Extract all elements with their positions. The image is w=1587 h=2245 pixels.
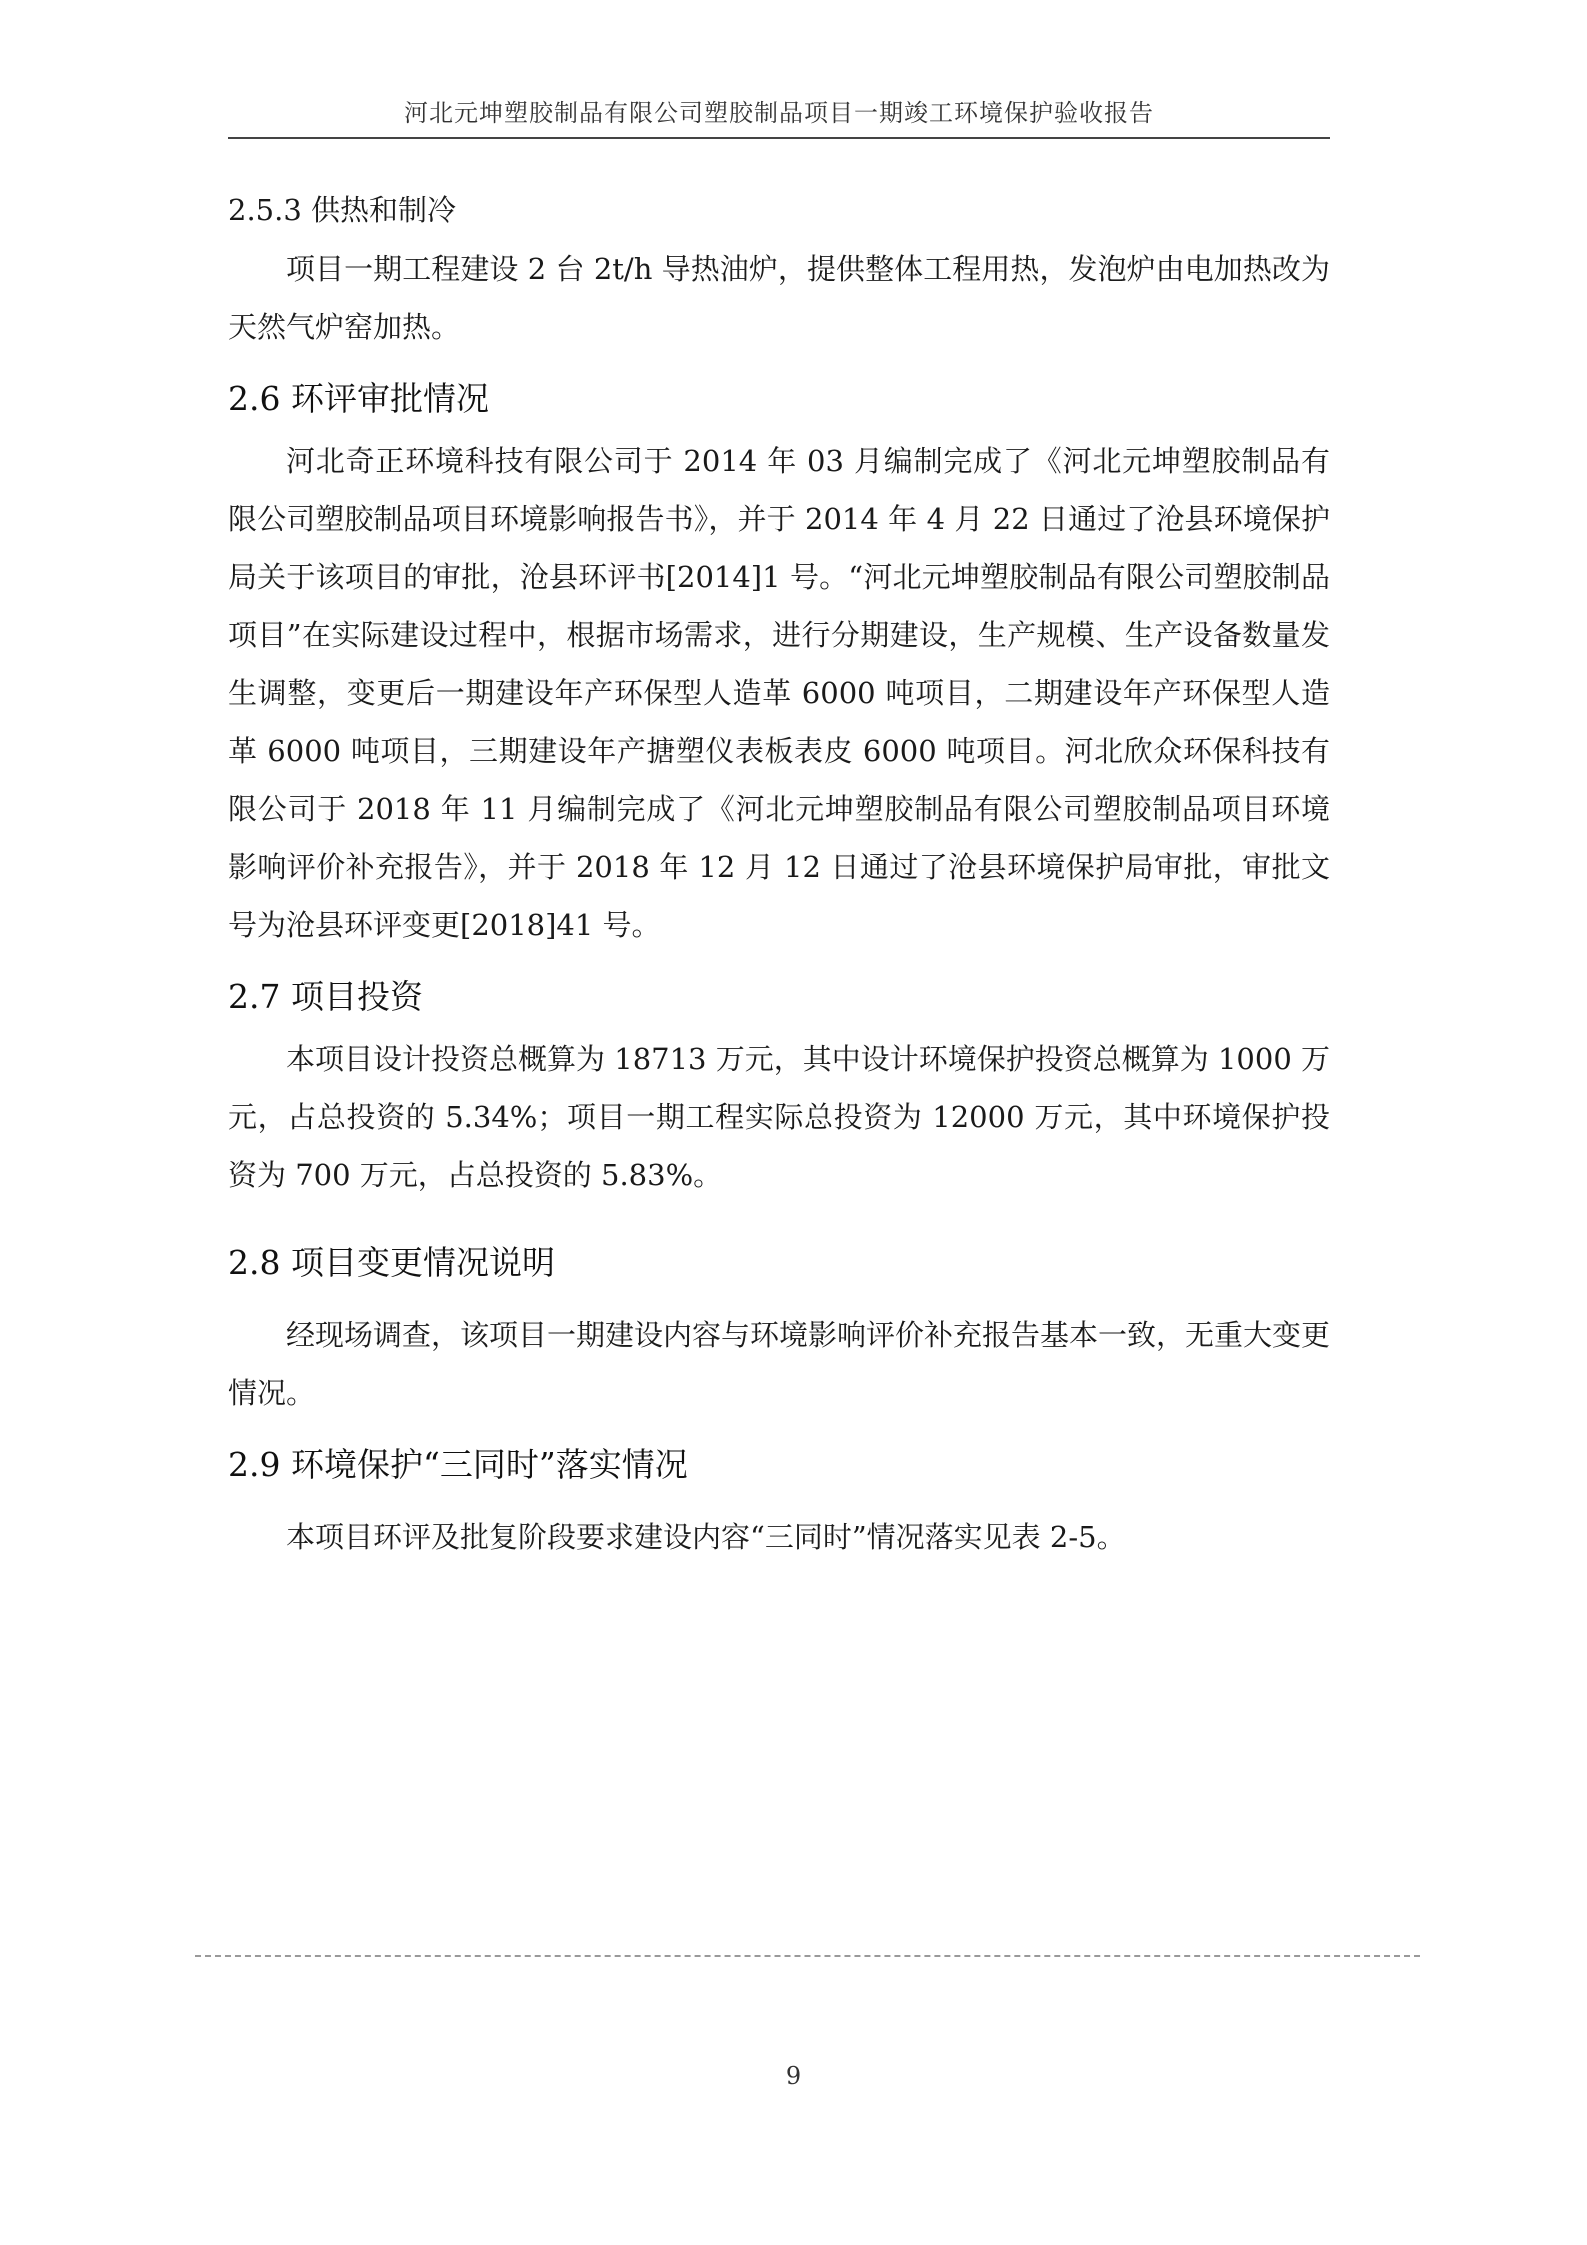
heading-2-9: 2.9 环境保护“三同时”落实情况 [228, 1445, 688, 1484]
heading-2-7: 2.7 项目投资 [228, 977, 423, 1016]
paragraph-change-description: 经现场调查，该项目一期建设内容与环境影响评价补充报告基本一致，无重大变更情况。 [228, 1318, 1331, 1410]
paragraph-heating-cooling: 项目一期工程建设 2 台 2t/h 导热油炉，提供整体工程用热，发泡炉由电加热改为天然气炉窑加热。 [228, 252, 1330, 344]
running-header: 河北元坤塑胶制品有限公司塑胶制品项目一期竣工环境保护验收报告 [404, 99, 1154, 127]
page-number: 9 [785, 2062, 802, 2090]
heading-2-8: 2.8 项目变更情况说明 [228, 1243, 555, 1282]
heading-2-5-3: 2.5.3 供热和制冷 [228, 193, 457, 227]
heading-2-6: 2.6 环评审批情况 [228, 379, 489, 418]
page-content [228, 180, 1330, 1566]
footer-rule [195, 1955, 1420, 1957]
paragraph-eia-approval: 河北奇正环境科技有限公司于 2014 年 03 月编制完成了《河北元坤塑胶制品有限公司塑胶制品项目环境影响报告书》，并于 2014 年 4 月 22 日通过了沧县环境保护局关于该项目的审批，沧县环评书[2014]1 号。“河北元坤塑胶制品有限公司塑胶制品项目”在实际建设过程中，根据市场需求，进行分期建设，生产规模、生产设备数量发生调整，变更后一期建设年产环保型人造革 6000 吨项目，二期建设年产环保型人造革 6000 吨项目，三期建设年产搪塑仪表板表皮 6000 吨项目。河北欣众环保科技有限公司于 2018 年 11 月编制完成了《河北元坤塑胶制品有限公司塑胶制品项目环境影响评价补充报告》，并于 2018 年 12 月 12 日通过了沧县环境保护局审批，审批文号为沧县环评变更[2018]41 号。 [228, 444, 1330, 942]
header-rule [228, 137, 1330, 139]
paragraph-three-simultaneous: 本项目环评及批复阶段要求建设内容“三同时”情况落实见表 2-5。 [286, 1520, 1126, 1554]
paragraph-investment: 本项目设计投资总概算为 18713 万元，其中设计环境保护投资总概算为 1000 万元，占总投资的 5.34%；项目一期工程实际总投资为 12000 万元，其中环境保护投资为 700 万元，占总投资的 5.83%。 [228, 1042, 1330, 1192]
